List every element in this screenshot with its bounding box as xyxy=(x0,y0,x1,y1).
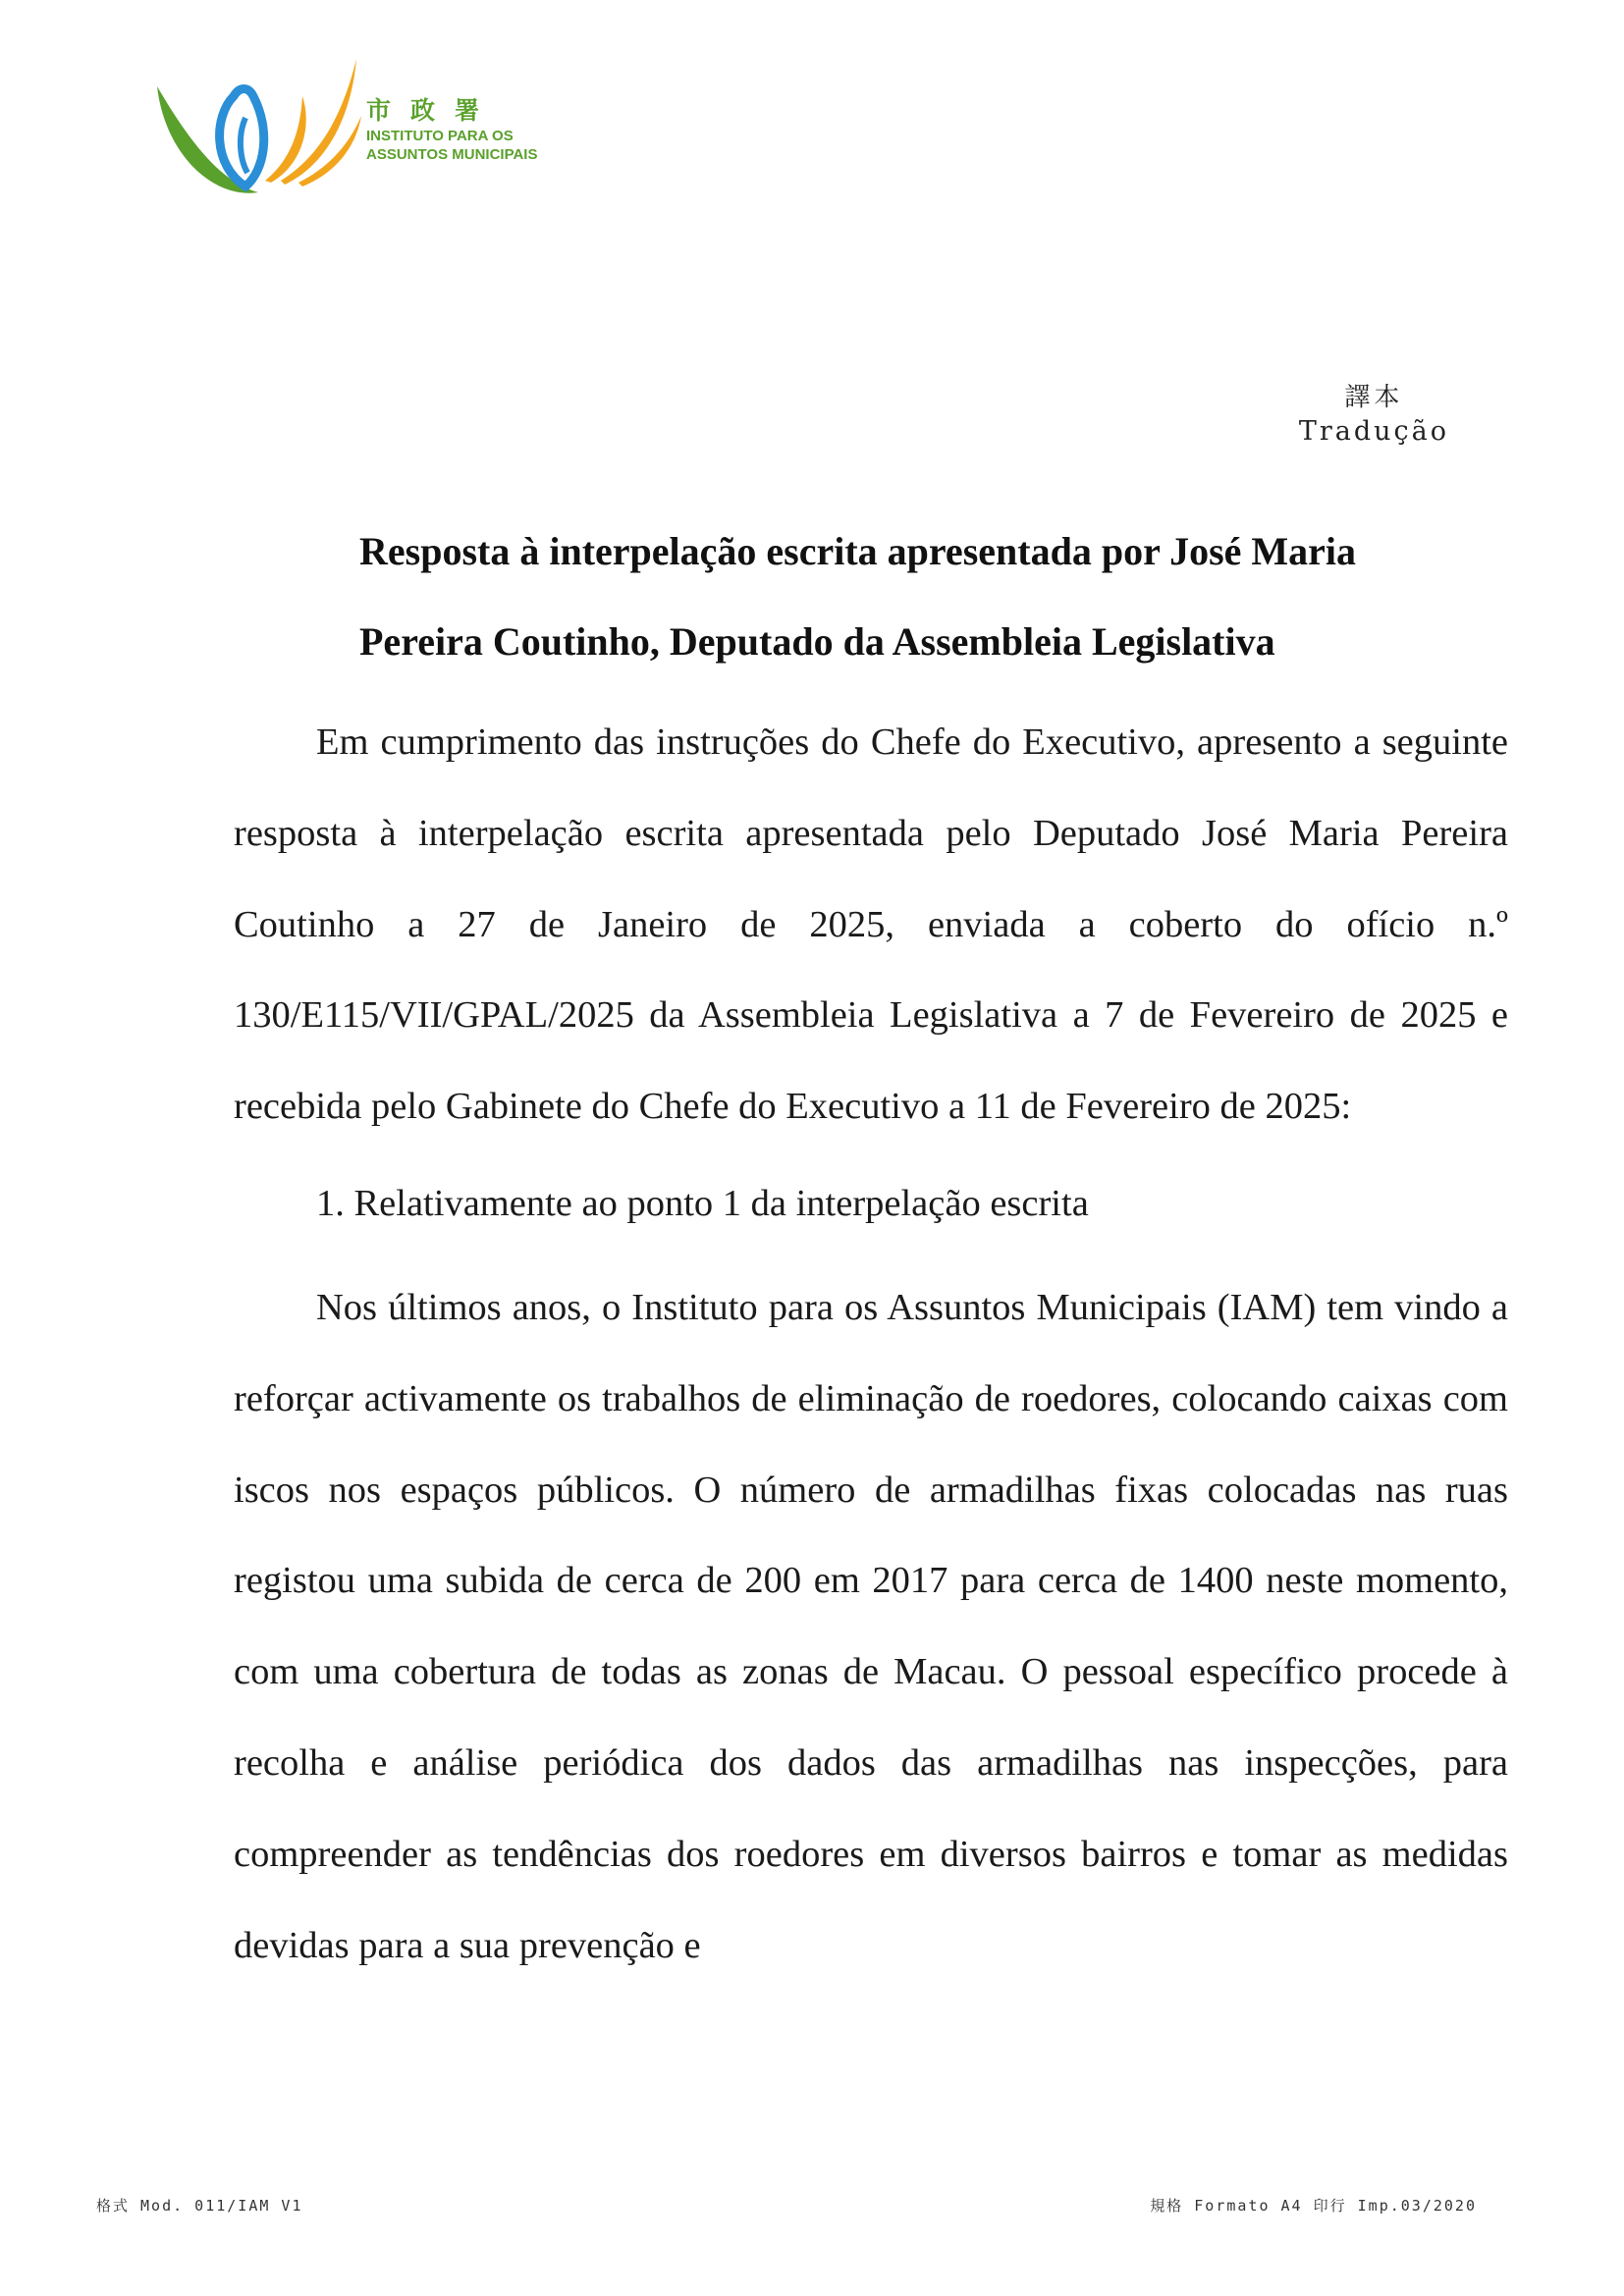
title-line-1: Resposta à interpelação escrita apresentada por José Maria xyxy=(359,529,1357,573)
translation-tag-pt: Tradução xyxy=(1298,416,1449,447)
logo-text xyxy=(366,96,537,163)
iam-logo xyxy=(155,57,548,204)
translation-tag-cn: 譯本 xyxy=(1344,383,1404,412)
section-heading-item-1: 1. Relativamente ao ponto 1 da interpelação escrita xyxy=(316,1182,1089,1224)
logo-chinese-name: 市政署 xyxy=(366,96,500,125)
translation-tag xyxy=(1299,381,1449,450)
logo-portuguese-name-line1: INSTITUTO PARA OS xyxy=(366,128,514,144)
title-line-2: Pereira Coutinho, Deputado da Assembleia Legislativa xyxy=(359,619,1275,664)
intro-paragraph: Em cumprimento das instruções do Chefe do Executivo, apresento a seguinte resposta à interpelação escrita apresentada pelo Deputado José Maria Pereira Coutinho a 27 de Janeiro de 2025, enviada a coberto do ofício n.º 130/E115/VII/GPAL/2025 da Assembleia Legislativa a 7 de Fevereiro de 2025 e recebida pelo Gabinete do Chefe do Executivo a 11 de Fevereiro de 2025: xyxy=(234,721,1508,1128)
document-body xyxy=(234,697,1508,1991)
logo-portuguese-name-line2: ASSUNTOS MUNICIPAIS xyxy=(366,146,538,163)
footer-format-info: 規格 Formato A4 印行 Imp.03/2020 xyxy=(1150,2197,1477,2215)
response-paragraph-1: Nos últimos anos, o Instituto para os Assuntos Municipais (IAM) tem vindo a reforçar activamente os trabalhos de eliminação de roedores, colocando caixas com iscos nos espaços públicos. O número de armadilhas fixas colocadas nas ruas registou uma subida de cerca de 200 em 2017 para cerca de 1400 neste momento, com uma cobertura de todas as zonas de Macau. O pessoal específico procede à recolha e análise periódica dos dados das armadilhas nas inspecções, para compreender as tendências dos roedores em diversos bairros e tomar as medidas devidas para a sua prevenção e xyxy=(234,1286,1508,1966)
lotus-emblem-icon xyxy=(155,57,361,204)
document-title xyxy=(359,507,1538,687)
footer-form-code: 格式 Mod. 011/IAM V1 xyxy=(96,2197,303,2215)
